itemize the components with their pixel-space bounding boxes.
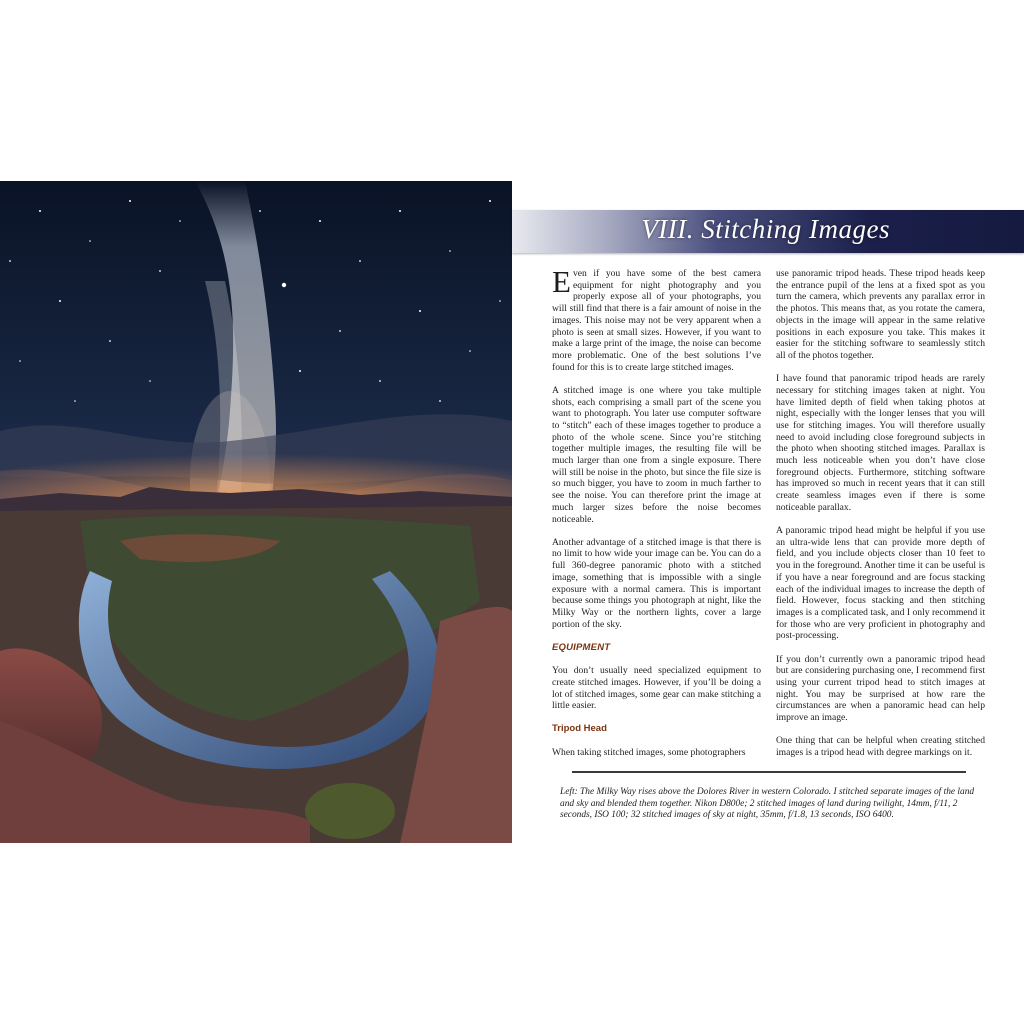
text-column-left [552,264,761,758]
photo-caption: Left: The Milky Way rises above the Dolores River in western Colorado. I stitched separate images of the land and sky and blended them together. Nikon D800e; 2 stitched images of land during twilight, 14mm, f/11, 2 seconds, ISO 100; 32 stitched images of sky at night, 35mm, f/1.8, 13 seconds, ISO 6400. [560,787,975,821]
paragraph: I have found that panoramic tripod heads are rarely necessary for stitching images taken at night. You have limited depth of field when taking photos at night, especially with the longer lenses that you will use for stitching images. You will therefore usually need to avoid including close foreground subjects in the photo when shooting stitched images. Parallax is much less noticeable when you don’t have close foreground objects. Furthermore, stitching software has improved so much in recent years that it can still create seamless images even if there is some noticeable parallax. [776,373,985,513]
intro-paragraph [552,264,761,373]
paragraph: Another advantage of a stitched image is that there is no limit to how wide your image can be. You can do a full 360-degree panoramic photo with a stitched image, something that is impossible with a single exposure with a normal camera. This is important because some things you photograph at night, like the Milky Way or the northern lights, cover a large portion of the sky. [552,536,761,630]
milky-way-river-canyon-image [0,181,512,843]
chapter-banner [512,210,1024,253]
paragraph: If you don’t currently own a panoramic tripod head but are considering purchasing one, I recommend first using your current tripod head to stitch images at night. You may be surprised at how rare the circumstances are when a panoramic head can help improve an image. [776,653,985,724]
intro-text: ven if you have some of the best camera equipment for night photography and you properly expose all of your photographs, you will still find that there is a fair amount of noise in the images. This noise may not be very apparent when a photo is seen at small sizes. However, if you want to make a large print of the image, the noise can become more problematic. One of the best solutions I’ve found for this is to create large stitched images. [552,268,761,373]
paragraph: You don’t usually need specialized equipment to create stitched images. However, if you’ll be doing a lot of stitched images, some gear can make stitching a little easier. [552,665,761,712]
text-column-right [776,268,985,759]
chapter-title: VIII. Stitching Images [641,214,890,244]
paragraph: One thing that can be helpful when creating stitched images is a tripod head with degree markings on it. [776,735,985,759]
paragraph: A panoramic tripod head might be helpful if you use an ultra-wide lens that can provide more depth of field, and you include objects closer than 10 feet to you in the foreground. Another time it can be useful is if you have a near foreground and are focus stacking each of the individual images to increase the depth of field. However, focus stacking and then stitching images is a complicated task, and I only recommend it for those who are very proficient in photography and post-processing. [776,525,985,642]
paragraph: When taking stitched images, some photographers [552,746,746,758]
drop-cap: E [552,264,571,299]
paragraph: A stitched image is one where you take multiple shots, each comprising a small part of the scene you want to photograph. You later use computer software to “stitch” each of these images together to produce a photo of the whole scene. Since you’re stitching together multiple images, the resulting file will be much larger than one from a single exposure. There will still be noise in the photo, but since the file size is so much bigger, you have to zoom in much farther to see the noise. You can therefore print the image at much larger sizes before the noise becomes noticeable. [552,384,761,525]
section-heading-equipment: EQUIPMENT [552,641,611,653]
section-heading-tripod-head: Tripod Head [552,723,607,735]
paragraph: use panoramic tripod heads. These tripod heads keep the entrance pupil of the lens at a fixed spot as you turn the camera, which prevents any parallax error in the photos. This means that, as you rotate the camera, objects in the image will appear in the same relative positions in each exposure you take. This makes it easier for the stitching software to seamlessly stitch all of the photos together. [776,268,985,361]
caption-divider [572,771,966,773]
night-sky-photo [0,181,512,843]
